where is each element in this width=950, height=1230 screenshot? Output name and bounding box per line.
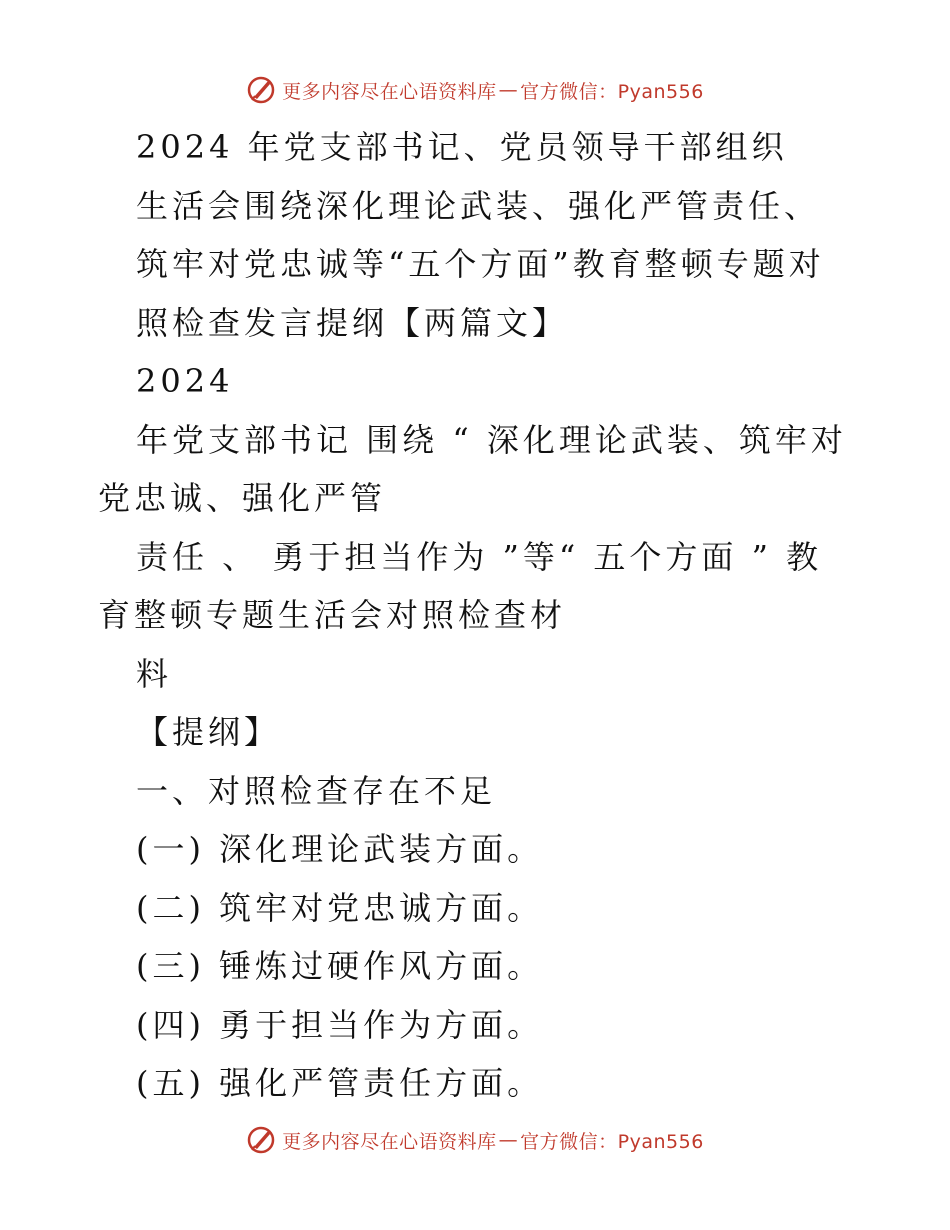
footer-main-text: 更多内容尽在心语资料库 xyxy=(282,1130,497,1153)
outline-item-5: (五) 强化严管责任方面。 xyxy=(136,1064,544,1102)
header-banner xyxy=(0,70,950,110)
outline-item-4: (四) 勇于担当作为方面。 xyxy=(136,1006,544,1044)
subtitle-line-5: 料 xyxy=(136,655,173,693)
year-line: 2024 xyxy=(136,362,234,400)
subtitle-line-2: 党忠诚、强化严管 xyxy=(98,479,387,517)
quill-pen-logo-icon xyxy=(246,75,276,105)
quill-pen-logo-icon xyxy=(246,1125,276,1155)
title-line-4: 照检查发言提纲【两篇文】 xyxy=(136,304,569,342)
footer-banner xyxy=(0,1120,950,1160)
subtitle-line-3: 责任 、 勇于担当作为 ”等“ 五个方面 ” 教 xyxy=(136,538,823,576)
banner-main-text: 更多内容尽在心语资料库 xyxy=(282,80,497,103)
title-line-1: 2024 年党支部书记、党员领导干部组织 xyxy=(136,128,788,166)
outline-item-2: (二) 筑牢对党忠诚方面。 xyxy=(136,889,544,927)
banner-contact: 官方微信：Pyan556 xyxy=(520,80,704,103)
outline-item-1: (一) 深化理论武装方面。 xyxy=(136,830,544,868)
title-line-3: 筑牢对党忠诚等“五个方面”教育整顿专题对 xyxy=(136,245,825,283)
footer-contact: 官方微信：Pyan556 xyxy=(520,1130,704,1153)
title-line-2: 生活会围绕深化理论武装、强化严管责任、 xyxy=(136,187,821,225)
section-heading: 一、对照检查存在不足 xyxy=(136,772,497,810)
outline-item-3: (三) 锤炼过硬作风方面。 xyxy=(136,947,544,985)
outline-heading: 【提纲】 xyxy=(136,713,281,751)
subtitle-line-1: 年党支部书记 围绕 “ 深化理论武装、筑牢对 xyxy=(136,421,847,459)
subtitle-line-4: 育整顿专题生活会对照检查材 xyxy=(98,596,567,634)
banner-separator: — xyxy=(498,79,519,101)
footer-separator: — xyxy=(498,1129,519,1151)
